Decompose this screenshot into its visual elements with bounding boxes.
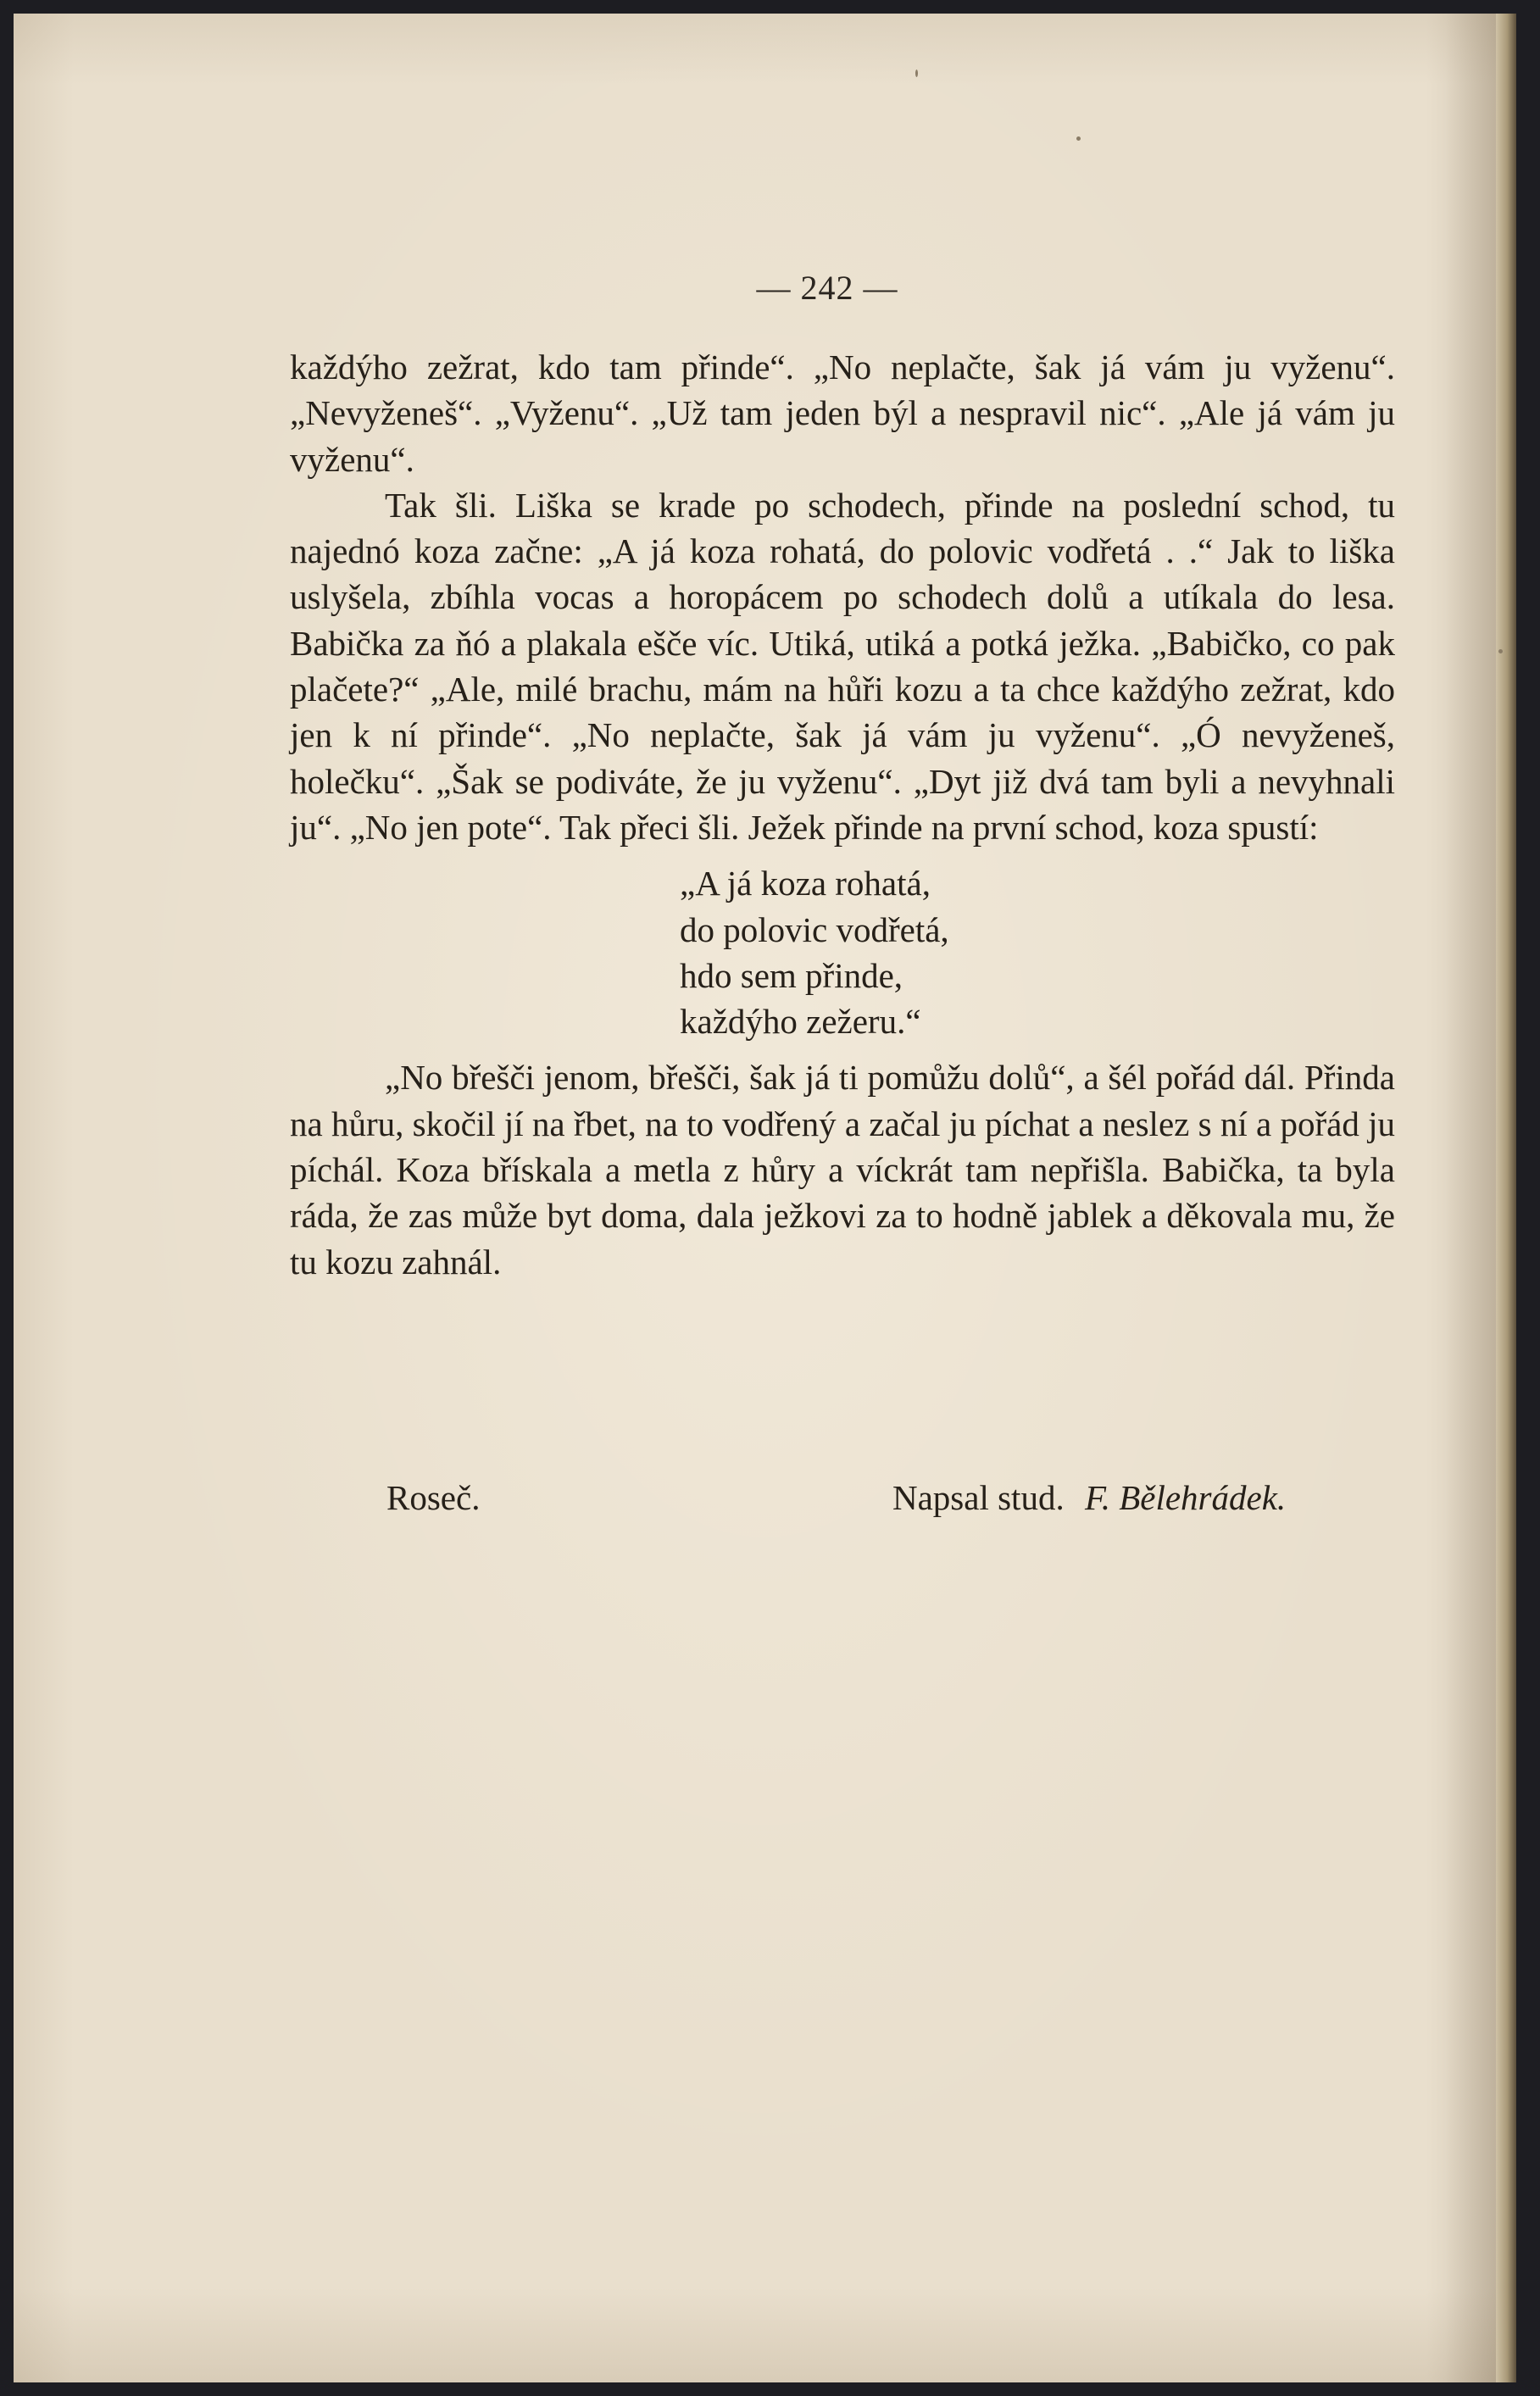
paragraph-2: Tak šli. Liška se krade po schodech, přinde na poslední schod, tu najednó koza začne: „A já koza rohatá, do polovic vodřetá . .“ Jak to liška uslyšela, zbíhla vocas a horopácem po schodech dolů a utíkala do lesa. Babička za ňó a plakala ešče víc. Utiká, utiká a potká ježka. „Babičko, co pak plačete?“ „Ale, milé brachu, mám na hůři kozu a ta chce každýho zežrat, kdo jen k ní přinde“. „No neplačte, šak já vám ju vyženu“. „Ó nevyženeš, holečku“. „Šak se podiváte, že ju vyženu“. „Dyt již dvá tam byli a nevyhnali ju“. „No jen pote“. Tak přeci šli. Ježek přinde na první schod, koza spustí: (290, 485, 1395, 847)
scanned-page (14, 14, 1516, 2382)
book-binding-edge (1496, 14, 1516, 2382)
paper-speck (1498, 649, 1503, 653)
author-credit (892, 1477, 1286, 1518)
place-name: Roseč. (386, 1478, 481, 1517)
paper-speck (1076, 136, 1081, 141)
paragraph-3: „No břešči jenom, břešči, šak já ti pomůžu dolů“, a šél pořád dál. Přinda na hůru, skočil jí na řbet, na to vodřený a začal ju píchat a neslez s ní a pořád ju píchál. Koza břískala a metla z hůry a víckrát tam nepřišla. Babička, ta byla ráda, že zas může byt doma, dala ježkovi za to hodně jablek a děkovala mu, že tu kozu zahnál. (290, 1058, 1395, 1281)
verse-line: hdo sem přinde, (680, 955, 903, 995)
binding-shadow (1445, 14, 1496, 2382)
author-prefix: Napsal stud. (892, 1478, 1065, 1517)
paragraph-1: každýho zežrat, kdo tam přinde“. „No neplačte, šak já vám ju vyženu“. „Nevyženeš“. „Vyženu“. „Už tam jeden býl a nespravil nic“. „Ale já vám ju vyženu“. (290, 347, 1395, 479)
body-text (290, 344, 1395, 1285)
verse-line: do polovic vodřetá, (680, 909, 949, 949)
paper-speck (915, 69, 918, 77)
page-number: — 242 — (756, 269, 898, 307)
verse-line: každýho zežeru.“ (680, 1002, 921, 1042)
author-name: F. Bělehrádek. (1084, 1478, 1287, 1517)
verse-line: „A já koza rohatá, (680, 864, 931, 903)
verse (680, 860, 1395, 1044)
